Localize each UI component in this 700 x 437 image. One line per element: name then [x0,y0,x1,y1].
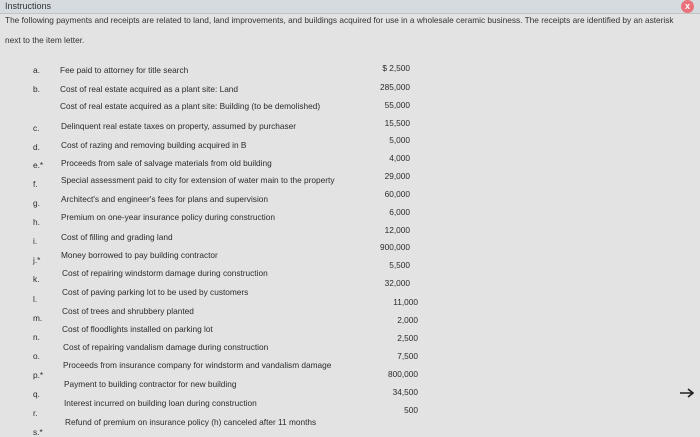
item-description: Cost of razing and removing building acquired in B [61,140,247,150]
intro-text-line-2: next to the item letter. [5,35,85,45]
item-amount: 4,000 [389,153,410,163]
item-description: Interest incurred on building loan during construction [64,398,257,408]
item-letter: p.* [33,370,44,380]
item-amount: 285,000 [380,82,410,92]
item-letter: o. [33,351,40,361]
item-description: Premium on one-year insurance policy during construction [61,212,275,222]
item-description: Payment to building contractor for new building [64,379,237,389]
header-title: Instructions [5,1,52,11]
item-letter: a. [33,65,40,75]
item-letter: r. [33,408,38,418]
item-letter: k. [33,274,40,284]
item-amount: 11,000 [393,297,418,307]
item-letter: l. [33,294,38,304]
item-description: Cost of repairing windstorm damage during construction [62,268,268,278]
item-letter: g. [33,198,40,208]
item-amount: 15,500 [384,118,410,128]
intro-text-line-1: The following payments and receipts are related to land, land improvements, and buildings acquired for use in a wholesale ceramic business. The receipts are identified by an asterisk [5,15,674,25]
item-letter: i. [33,236,38,246]
close-icon[interactable]: x [681,0,694,13]
item-amount: 5,000 [389,135,410,145]
item-letter: h. [33,217,40,227]
item-letter: f. [33,179,38,189]
item-letter: b. [33,84,40,94]
item-description: Proceeds from insurance company for windstorm and vandalism damage [63,360,332,370]
item-description: Cost of real estate acquired as a plant site: Land [60,84,239,94]
item-letter: j.* [33,255,41,265]
item-description: Proceeds from sale of salvage materials from old building [61,158,272,168]
item-amount: 29,000 [384,171,410,181]
item-letter: q. [33,389,40,399]
item-amount: 2,500 [397,333,418,343]
item-amount: $ 2,500 [382,63,410,73]
item-amount: 34,500 [392,387,418,397]
item-description: Architect's and engineer's fees for plans and supervision [61,194,269,204]
item-description: Cost of filling and grading land [61,232,173,242]
item-amount: 12,000 [384,225,410,235]
item-amount: 7,500 [397,351,418,361]
item-amount: 55,000 [384,100,410,110]
item-letter: s.* [33,427,43,437]
item-description: Refund of premium on insurance policy (h) canceled after 11 months [65,417,317,427]
item-description: Cost of repairing vandalism damage during construction [63,342,269,352]
item-description: Cost of trees and shrubbery planted [62,306,194,316]
item-letter: d. [33,142,40,152]
item-letter: m. [33,313,43,323]
item-amount: 2,000 [397,315,418,325]
item-amount: 500 [404,405,418,415]
item-amount: 60,000 [384,189,410,199]
item-description: Special assessment paid to city for extension of water main to the property [61,175,335,185]
item-description: Cost of paving parking lot to be used by customers [62,287,249,297]
item-description: Cost of real estate acquired as a plant site: Building (to be demolished) [60,101,321,111]
item-letter: n. [33,332,40,342]
item-description: Money borrowed to pay building contractor [61,250,218,260]
instructions-header [0,0,700,14]
item-amount: 32,000 [384,278,410,288]
item-description: Cost of floodlights installed on parking lot [62,324,213,334]
item-letter: c. [33,123,40,133]
mouse-pointer-icon [680,388,694,398]
item-letter: e.* [33,160,44,170]
item-amount: 800,000 [388,369,418,379]
item-amount: 5,500 [389,260,410,270]
item-amount: 6,000 [389,207,410,217]
item-description: Fee paid to attorney for title search [60,65,189,75]
item-amount: 900,000 [380,242,410,252]
item-description: Delinquent real estate taxes on property, assumed by purchaser [61,121,297,131]
